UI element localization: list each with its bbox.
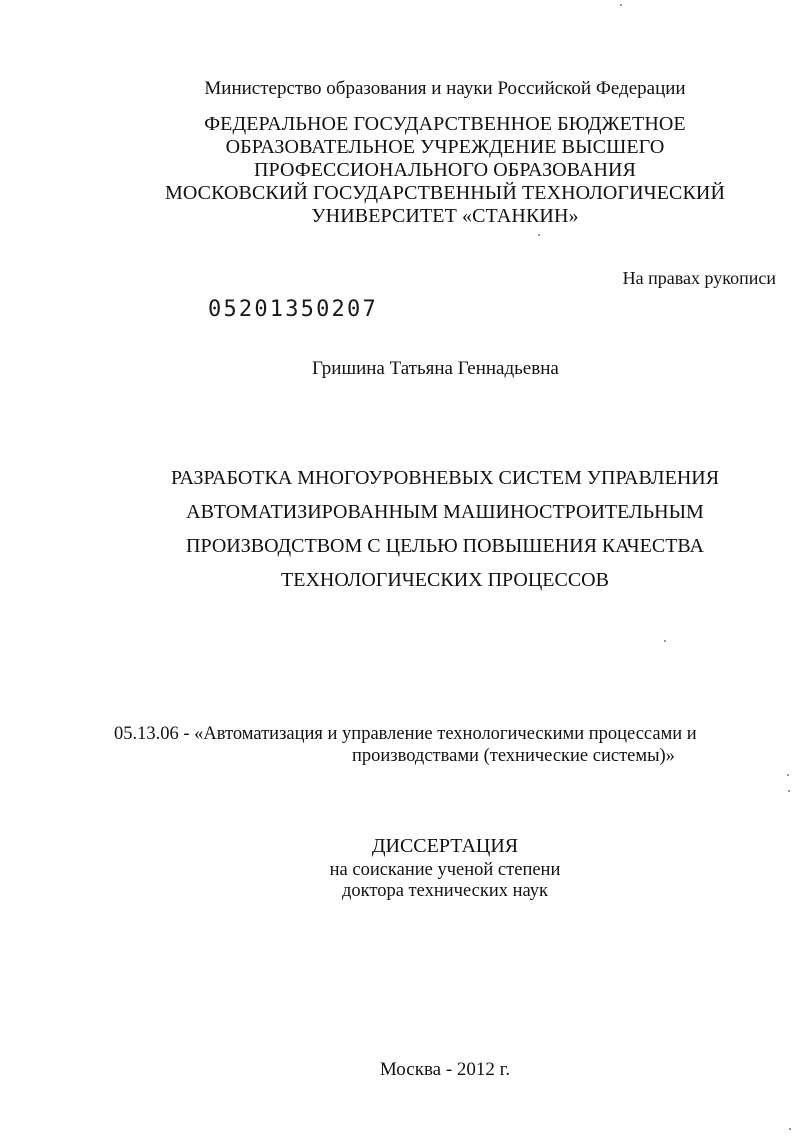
title-line: АВТОМАТИЗИРОВАННЫМ МАШИНОСТРОИТЕЛЬНЫМ <box>186 501 704 523</box>
degree-line-2: доктора технических наук <box>341 881 549 901</box>
organization-line: ПРОФЕССИОНАЛЬНОГО ОБРАЗОВАНИЯ <box>254 159 636 181</box>
ministry-name: Министерство образования и науки Российской Федерации <box>204 78 686 99</box>
organization-line: МОСКОВСКИЙ ГОСУДАРСТВЕННЫЙ ТЕХНОЛОГИЧЕСКИЙ <box>164 182 726 204</box>
organization-line: ФЕДЕРАЛЬНОЕ ГОСУДАРСТВЕННОЕ БЮДЖЕТНОЕ <box>204 113 686 135</box>
scan-speck <box>664 640 666 642</box>
scan-speck <box>788 790 790 792</box>
scan-speck <box>789 1128 791 1130</box>
city-year: Москва - 2012 г. <box>379 1059 511 1080</box>
organization-line: УНИВЕРСИТЕТ «СТАНКИН» <box>311 205 579 227</box>
specialty-line-2: производствами (технические системы)» <box>352 746 675 766</box>
author-name: Гришина Татьяна Геннадьевна <box>312 358 559 379</box>
dissertation-title <box>40 461 794 597</box>
serial-number: 05201350207 <box>208 297 378 322</box>
scan-speck <box>787 774 789 776</box>
title-line: РАЗРАБОТКА МНОГОУРОВНЕВЫХ СИСТЕМ УПРАВЛЕНИЯ <box>170 467 720 489</box>
title-line: ТЕХНОЛОГИЧЕСКИХ ПРОЦЕССОВ <box>281 569 609 591</box>
specialty-line-1: 05.13.06 - «Автоматизация и управление технологическими процессами и <box>114 724 697 744</box>
scan-speck <box>538 234 540 236</box>
scan-speck <box>620 4 622 6</box>
organization-name <box>40 113 794 228</box>
dissertation-type: ДИССЕРТАЦИЯ <box>371 835 519 857</box>
title-line: ПРОИЗВОДСТВОМ С ЦЕЛЬЮ ПОВЫШЕНИЯ КАЧЕСТВА <box>186 535 704 557</box>
rights-note: На правах рукописи <box>622 268 776 288</box>
organization-line: ОБРАЗОВАТЕЛЬНОЕ УЧРЕЖДЕНИЕ ВЫСШЕГО <box>225 136 665 158</box>
degree-line-1: на соискание ученой степени <box>329 860 561 880</box>
